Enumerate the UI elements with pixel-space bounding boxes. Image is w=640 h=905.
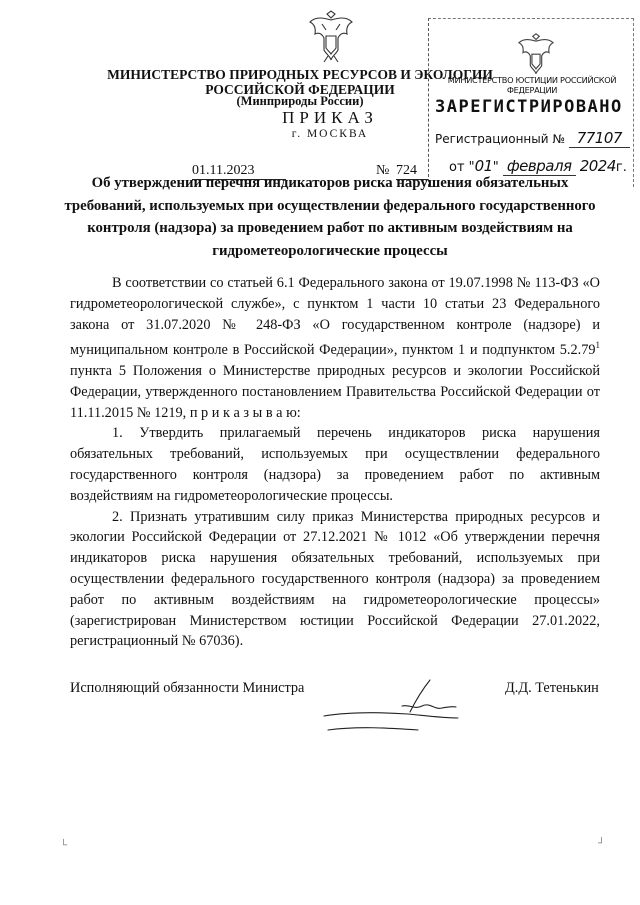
city: г. МОСКВА (291, 128, 369, 140)
stamp-reg-number: 77107 (569, 129, 630, 148)
preamble-text-a: В соответствии со статьей 6.1 Федерального закона от 19.07.1998 № 113-ФЗ «О гидрометеорологической службе», с пунктом 1 части 10 статьи 23 Федерального закона от 31.07.2020 № 248-ФЗ «О государственном контроле (надзоре) и муниципальном контроле в Российской Федерации», пунктом 1 и подпунктом 5.2.79 (70, 275, 600, 359)
stamp-org-name: МИНИСТЕРСТВО ЮСТИЦИИ РОССИЙСКОЙ ФЕДЕРАЦИИ (447, 75, 617, 95)
stamp-date-year: 2024 (579, 157, 616, 175)
number-label: № (376, 163, 390, 178)
ministry-name-line2: РОССИЙСКОЙ ФЕДЕРАЦИИ (205, 82, 395, 97)
stamp-date-sep: " (492, 160, 499, 175)
document-title: Об утверждении перечня индикаторов риска нарушения обязательных требований, используемых при осуществлении федерального государственного контроля (надзора) за проведением работ по активным воздействиям на гидрометеорологические процессы (64, 175, 596, 259)
coat-of-arms-icon (306, 10, 356, 64)
preamble-paragraph (70, 273, 600, 423)
handwritten-signature-icon (318, 676, 468, 742)
document-number-value: 724 (396, 163, 417, 178)
item-1-paragraph: 1. Утвердить прилагаемый перечень индикаторов риска нарушения обязательных требований, используемых при осуществлении федерального государственного контроля (надзора) за проведением работ по активным воздействиям на гидрометеорологические процессы. (70, 425, 600, 504)
stamp-reg-number-line (435, 129, 630, 147)
stamp-status: ЗАРЕГИСТРИРОВАНО (435, 97, 623, 117)
ministry-name-line1: МИНИСТЕРСТВО ПРИРОДНЫХ РЕСУРСОВ И ЭКОЛОГИИ (107, 67, 493, 82)
signatory-name: Д.Д. Тетенькин (505, 680, 599, 696)
item-2-paragraph: 2. Признать утратившим силу приказ Министерства природных ресурсов и экологии Российской Федерации от 27.12.2021 № 1012 «Об утверждении перечня индикаторов риска нарушения обязательных требований, используемых при осуществлении федерального государственного контроля (надзора) за проведением работ по активным воздействиям на гидрометеорологические процессы» (зарегистрирован Министерством юстиции Российской Федерации 27.01.2022, регистрационный № 67036). (70, 508, 600, 650)
corner-mark-left: └ (60, 840, 68, 851)
stamp-date-prefix: от " (449, 160, 475, 175)
preamble-text-b: пункта 5 Положения о Министерстве природных ресурсов и экологии Российской Федерации, утвержденного постановлением Правительства Российской Федерации от 11.11.2015 № 1219, (70, 362, 600, 421)
registration-stamp (428, 18, 634, 187)
document-body (70, 273, 600, 652)
stamp-reg-label: Регистрационный № (435, 132, 565, 146)
stamp-date-month: февраля (503, 157, 576, 176)
stamp-date-day: 01 (474, 157, 493, 175)
preamble-order-word: п р и к а з ы в а ю: (189, 404, 301, 421)
document-date-value: 01.11.2023 (192, 163, 255, 178)
signatory-role: Исполняющий обязанности Министра (70, 680, 305, 696)
stamp-coat-of-arms-icon (515, 33, 557, 77)
corner-mark-right: ┘ (598, 838, 606, 849)
stamp-date-suffix: г. (615, 160, 627, 175)
ministry-short-name: (Минприроды России) (236, 94, 364, 108)
document-type: ПРИКАЗ (282, 108, 378, 127)
preamble-superscript: 1 (595, 340, 600, 351)
